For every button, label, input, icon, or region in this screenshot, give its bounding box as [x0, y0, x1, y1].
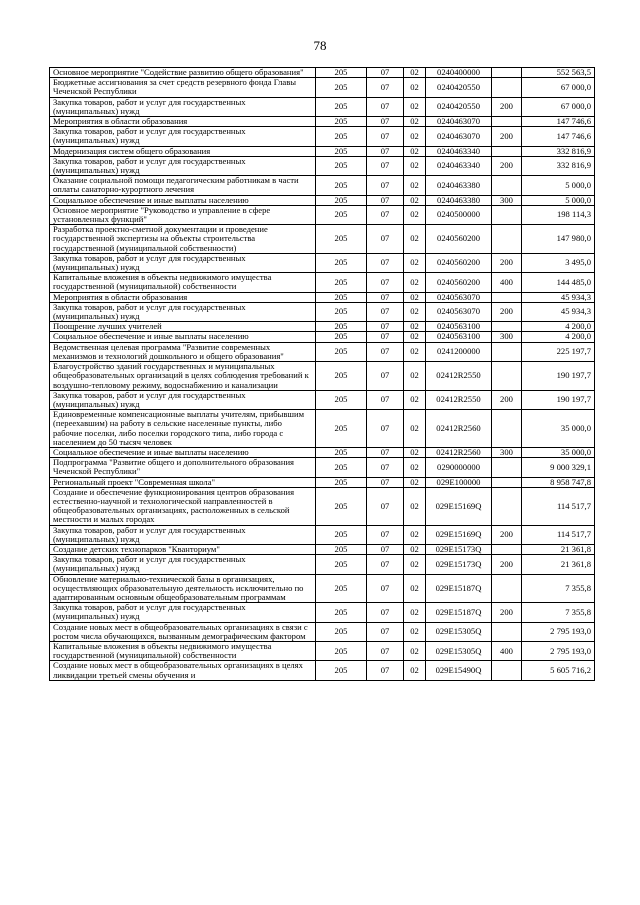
table-row [50, 78, 595, 97]
row-ved-cell: 205 [316, 195, 367, 205]
row-rz-cell: 07 [367, 253, 404, 272]
row-name-cell: Единовременные компенсационные выплаты учителям, прибывшим (переехавшим) на работу в сельские населенные пункты, либо рабочие поселки, либо поселки городского типа, либо города с населением до 50 тысяч человек [50, 410, 316, 448]
row-vr-cell [492, 622, 522, 641]
row-csr-cell: 0240563100 [426, 332, 492, 342]
row-ved-cell: 205 [316, 555, 367, 574]
row-sum-cell: 45 934,3 [522, 302, 595, 321]
table-row [50, 117, 595, 127]
table-row [50, 302, 595, 321]
table-row [50, 641, 595, 660]
row-rz-cell: 07 [367, 146, 404, 156]
row-csr-cell: 029E15305Q [426, 641, 492, 660]
table-row [50, 146, 595, 156]
row-name-cell: Ведомственная целевая программа "Развитие современных механизмов и технологий дошкольного и общего образования" [50, 342, 316, 361]
row-ved-cell: 205 [316, 487, 367, 525]
row-pr-cell: 02 [404, 146, 426, 156]
row-name-cell: Закупка товаров, работ и услуг для государственных (муниципальных) нужд [50, 127, 316, 146]
table-row [50, 487, 595, 525]
table-row [50, 477, 595, 487]
row-pr-cell: 02 [404, 447, 426, 457]
row-name-cell: Основное мероприятие "Содействие развитию общего образования" [50, 68, 316, 78]
row-vr-cell [492, 410, 522, 448]
row-pr-cell: 02 [404, 544, 426, 554]
row-csr-cell: 0241200000 [426, 342, 492, 361]
row-csr-cell: 02412R2550 [426, 390, 492, 409]
table-row [50, 273, 595, 292]
row-pr-cell: 02 [404, 574, 426, 603]
row-pr-cell: 02 [404, 176, 426, 195]
row-pr-cell: 02 [404, 205, 426, 224]
row-vr-cell: 200 [492, 253, 522, 272]
row-name-cell: Обновление материально-технической базы в организациях, осуществляющих образовательную деятельность исключительно по адаптированным основным общеобразовательным программам [50, 574, 316, 603]
row-pr-cell: 02 [404, 273, 426, 292]
table-row [50, 622, 595, 641]
row-rz-cell: 07 [367, 176, 404, 195]
table-row [50, 68, 595, 78]
row-vr-cell [492, 292, 522, 302]
row-vr-cell: 200 [492, 97, 522, 116]
row-name-cell: Закупка товаров, работ и услуг для государственных (муниципальных) нужд [50, 302, 316, 321]
row-vr-cell [492, 68, 522, 78]
row-sum-cell: 4 200,0 [522, 322, 595, 332]
row-rz-cell: 07 [367, 622, 404, 641]
row-name-cell: Создание детских технопарков "Кванториум" [50, 544, 316, 554]
table-row [50, 342, 595, 361]
row-pr-cell: 02 [404, 487, 426, 525]
table-row [50, 574, 595, 603]
row-csr-cell: 0240563070 [426, 292, 492, 302]
row-rz-cell: 07 [367, 68, 404, 78]
row-name-cell: Региональный проект "Современная школа" [50, 477, 316, 487]
row-csr-cell: 0240463070 [426, 117, 492, 127]
row-rz-cell: 07 [367, 97, 404, 116]
row-vr-cell [492, 661, 522, 680]
row-rz-cell: 07 [367, 342, 404, 361]
row-vr-cell: 300 [492, 195, 522, 205]
row-ved-cell: 205 [316, 390, 367, 409]
row-rz-cell: 07 [367, 641, 404, 660]
row-ved-cell: 205 [316, 146, 367, 156]
row-csr-cell: 0240560200 [426, 273, 492, 292]
row-csr-cell: 029E15169Q [426, 525, 492, 544]
row-rz-cell: 07 [367, 362, 404, 391]
row-sum-cell: 3 495,0 [522, 253, 595, 272]
row-ved-cell: 205 [316, 253, 367, 272]
row-sum-cell: 4 200,0 [522, 332, 595, 342]
row-pr-cell: 02 [404, 555, 426, 574]
row-pr-cell: 02 [404, 332, 426, 342]
row-pr-cell: 02 [404, 525, 426, 544]
row-name-cell: Разработка проектно-сметной документации и проведение государственной экспертизы на объекты строительства государственной (муниципальной собственности) [50, 225, 316, 254]
row-name-cell: Оказание социальной помощи педагогическим работникам в части оплаты санаторно-курортного лечения [50, 176, 316, 195]
row-pr-cell: 02 [404, 603, 426, 622]
table-row [50, 195, 595, 205]
row-pr-cell: 02 [404, 342, 426, 361]
table-row [50, 525, 595, 544]
row-vr-cell [492, 176, 522, 195]
row-rz-cell: 07 [367, 390, 404, 409]
table-row [50, 205, 595, 224]
row-rz-cell: 07 [367, 525, 404, 544]
row-vr-cell [492, 477, 522, 487]
row-csr-cell: 029E15173Q [426, 555, 492, 574]
table-row [50, 661, 595, 680]
row-vr-cell [492, 362, 522, 391]
row-rz-cell: 07 [367, 302, 404, 321]
row-rz-cell: 07 [367, 477, 404, 487]
row-ved-cell: 205 [316, 322, 367, 332]
row-pr-cell: 02 [404, 225, 426, 254]
row-vr-cell [492, 146, 522, 156]
row-pr-cell: 02 [404, 195, 426, 205]
row-vr-cell [492, 487, 522, 525]
row-sum-cell: 198 114,3 [522, 205, 595, 224]
row-pr-cell: 02 [404, 322, 426, 332]
table-row [50, 225, 595, 254]
row-vr-cell [492, 225, 522, 254]
row-ved-cell: 205 [316, 292, 367, 302]
row-vr-cell: 200 [492, 156, 522, 175]
row-ved-cell: 205 [316, 342, 367, 361]
row-rz-cell: 07 [367, 332, 404, 342]
row-rz-cell: 07 [367, 458, 404, 477]
row-csr-cell: 02412R2550 [426, 362, 492, 391]
row-pr-cell: 02 [404, 622, 426, 641]
table-row [50, 156, 595, 175]
row-name-cell: Подпрограмма "Развитие общего и дополнительного образования Чеченской Республики" [50, 458, 316, 477]
row-name-cell: Мероприятия в области образования [50, 292, 316, 302]
row-ved-cell: 205 [316, 205, 367, 224]
row-pr-cell: 02 [404, 410, 426, 448]
row-sum-cell: 9 000 329,1 [522, 458, 595, 477]
row-vr-cell: 200 [492, 525, 522, 544]
row-pr-cell: 02 [404, 458, 426, 477]
row-ved-cell: 205 [316, 225, 367, 254]
row-sum-cell: 147 980,0 [522, 225, 595, 254]
table-row [50, 322, 595, 332]
table-row [50, 362, 595, 391]
row-name-cell: Закупка товаров, работ и услуг для государственных (муниципальных) нужд [50, 390, 316, 409]
row-csr-cell: 029E15305Q [426, 622, 492, 641]
row-sum-cell: 35 000,0 [522, 447, 595, 457]
row-sum-cell: 45 934,3 [522, 292, 595, 302]
row-rz-cell: 07 [367, 205, 404, 224]
table-row [50, 603, 595, 622]
row-name-cell: Закупка товаров, работ и услуг для государственных (муниципальных) нужд [50, 97, 316, 116]
row-sum-cell: 5 000,0 [522, 195, 595, 205]
row-vr-cell: 200 [492, 302, 522, 321]
row-csr-cell: 029E15187Q [426, 574, 492, 603]
row-ved-cell: 205 [316, 302, 367, 321]
table-row [50, 97, 595, 116]
row-rz-cell: 07 [367, 78, 404, 97]
row-vr-cell [492, 458, 522, 477]
row-pr-cell: 02 [404, 390, 426, 409]
row-rz-cell: 07 [367, 292, 404, 302]
row-rz-cell: 07 [367, 273, 404, 292]
row-sum-cell: 67 000,0 [522, 97, 595, 116]
row-sum-cell: 147 746,6 [522, 127, 595, 146]
row-name-cell: Закупка товаров, работ и услуг для государственных (муниципальных) нужд [50, 253, 316, 272]
row-rz-cell: 07 [367, 156, 404, 175]
row-sum-cell: 225 197,7 [522, 342, 595, 361]
row-sum-cell: 35 000,0 [522, 410, 595, 448]
row-sum-cell: 114 517,7 [522, 487, 595, 525]
row-sum-cell: 552 563,5 [522, 68, 595, 78]
row-ved-cell: 205 [316, 127, 367, 146]
row-pr-cell: 02 [404, 78, 426, 97]
row-pr-cell: 02 [404, 156, 426, 175]
row-pr-cell: 02 [404, 68, 426, 78]
row-vr-cell: 200 [492, 390, 522, 409]
row-sum-cell: 7 355,8 [522, 603, 595, 622]
row-name-cell: Социальное обеспечение и иные выплаты населению [50, 195, 316, 205]
row-pr-cell: 02 [404, 661, 426, 680]
table-row [50, 127, 595, 146]
row-name-cell: Создание новых мест в общеобразовательных организациях в целях ликвидации третьей смены обучения и [50, 661, 316, 680]
row-name-cell: Создание и обеспечение функционирования центров образования естественно-научной и технологической направленностей в общеобразовательных организациях, расположенных в сельской местности и малых городах [50, 487, 316, 525]
row-ved-cell: 205 [316, 68, 367, 78]
row-name-cell: Бюджетные ассигнования за счет средств резервного фонда Главы Чеченской Республики [50, 78, 316, 97]
row-name-cell: Мероприятия в области образования [50, 117, 316, 127]
row-ved-cell: 205 [316, 525, 367, 544]
row-ved-cell: 205 [316, 661, 367, 680]
row-name-cell: Закупка товаров, работ и услуг для государственных (муниципальных) нужд [50, 525, 316, 544]
row-rz-cell: 07 [367, 661, 404, 680]
table-row [50, 176, 595, 195]
table-row [50, 555, 595, 574]
row-csr-cell: 0240463340 [426, 156, 492, 175]
row-pr-cell: 02 [404, 292, 426, 302]
row-sum-cell: 114 517,7 [522, 525, 595, 544]
row-rz-cell: 07 [367, 603, 404, 622]
row-sum-cell: 7 355,8 [522, 574, 595, 603]
row-sum-cell: 5 000,0 [522, 176, 595, 195]
row-vr-cell [492, 574, 522, 603]
row-ved-cell: 205 [316, 544, 367, 554]
row-pr-cell: 02 [404, 641, 426, 660]
row-csr-cell: 029E15490Q [426, 661, 492, 680]
row-sum-cell: 147 746,6 [522, 117, 595, 127]
table-row [50, 390, 595, 409]
row-pr-cell: 02 [404, 253, 426, 272]
row-ved-cell: 205 [316, 458, 367, 477]
row-ved-cell: 205 [316, 78, 367, 97]
row-csr-cell: 0240400000 [426, 68, 492, 78]
row-csr-cell: 0240420550 [426, 78, 492, 97]
row-sum-cell: 190 197,7 [522, 390, 595, 409]
row-ved-cell: 205 [316, 332, 367, 342]
row-ved-cell: 205 [316, 574, 367, 603]
row-vr-cell: 300 [492, 447, 522, 457]
row-csr-cell: 02412R2560 [426, 447, 492, 457]
row-sum-cell: 2 795 193,0 [522, 622, 595, 641]
table-row [50, 332, 595, 342]
row-csr-cell: 0240560200 [426, 225, 492, 254]
row-sum-cell: 332 816,9 [522, 146, 595, 156]
row-pr-cell: 02 [404, 127, 426, 146]
row-vr-cell: 200 [492, 603, 522, 622]
row-ved-cell: 205 [316, 156, 367, 175]
row-ved-cell: 205 [316, 622, 367, 641]
row-vr-cell: 300 [492, 332, 522, 342]
row-name-cell: Модернизация систем общего образования [50, 146, 316, 156]
row-pr-cell: 02 [404, 362, 426, 391]
row-pr-cell: 02 [404, 117, 426, 127]
table-row [50, 447, 595, 457]
row-name-cell: Социальное обеспечение и иные выплаты населению [50, 447, 316, 457]
row-ved-cell: 205 [316, 641, 367, 660]
row-csr-cell: 0240420550 [426, 97, 492, 116]
row-name-cell: Социальное обеспечение и иные выплаты населению [50, 332, 316, 342]
row-csr-cell: 0240563100 [426, 322, 492, 332]
row-sum-cell: 21 361,8 [522, 544, 595, 554]
row-rz-cell: 07 [367, 447, 404, 457]
row-sum-cell: 8 958 747,8 [522, 477, 595, 487]
row-csr-cell: 0240463380 [426, 195, 492, 205]
row-csr-cell: 0240463380 [426, 176, 492, 195]
table-row [50, 458, 595, 477]
row-rz-cell: 07 [367, 322, 404, 332]
row-pr-cell: 02 [404, 97, 426, 116]
row-name-cell: Создание новых мест в общеобразовательных организациях в связи с ростом числа обучающихся, вызванным демографическим фактором [50, 622, 316, 641]
row-name-cell: Поощрение лучших учителей [50, 322, 316, 332]
row-csr-cell: 029E15187Q [426, 603, 492, 622]
row-csr-cell: 0240463340 [426, 146, 492, 156]
row-sum-cell: 5 605 716,2 [522, 661, 595, 680]
row-ved-cell: 205 [316, 447, 367, 457]
row-name-cell: Капитальные вложения в объекты недвижимого имущества государственной (муниципальной) собственности [50, 273, 316, 292]
row-sum-cell: 332 816,9 [522, 156, 595, 175]
row-csr-cell: 029E15173Q [426, 544, 492, 554]
row-vr-cell [492, 544, 522, 554]
row-vr-cell [492, 322, 522, 332]
row-ved-cell: 205 [316, 603, 367, 622]
row-sum-cell: 190 197,7 [522, 362, 595, 391]
row-ved-cell: 205 [316, 410, 367, 448]
row-vr-cell [492, 205, 522, 224]
row-rz-cell: 07 [367, 127, 404, 146]
row-csr-cell: 02412R2560 [426, 410, 492, 448]
row-csr-cell: 0240563070 [426, 302, 492, 321]
row-vr-cell: 400 [492, 641, 522, 660]
row-csr-cell: 0240463070 [426, 127, 492, 146]
row-name-cell: Благоустройство зданий государственных и муниципальных общеобразовательных организаций в целях соблюдения требований к воздушно-тепловому режиму, водоснабжению и канализации [50, 362, 316, 391]
row-pr-cell: 02 [404, 302, 426, 321]
table-row [50, 544, 595, 554]
row-rz-cell: 07 [367, 225, 404, 254]
row-ved-cell: 205 [316, 362, 367, 391]
row-rz-cell: 07 [367, 574, 404, 603]
budget-table [49, 67, 595, 681]
row-rz-cell: 07 [367, 555, 404, 574]
row-sum-cell: 2 795 193,0 [522, 641, 595, 660]
row-name-cell: Основное мероприятие "Руководство и управление в сфере установленных функций" [50, 205, 316, 224]
table-body [50, 68, 595, 681]
row-rz-cell: 07 [367, 544, 404, 554]
row-sum-cell: 21 361,8 [522, 555, 595, 574]
row-pr-cell: 02 [404, 477, 426, 487]
page-number: 78 [313, 38, 327, 53]
row-csr-cell: 0290000000 [426, 458, 492, 477]
row-ved-cell: 205 [316, 176, 367, 195]
row-vr-cell [492, 342, 522, 361]
row-rz-cell: 07 [367, 487, 404, 525]
row-vr-cell: 400 [492, 273, 522, 292]
row-rz-cell: 07 [367, 195, 404, 205]
row-rz-cell: 07 [367, 410, 404, 448]
row-name-cell: Закупка товаров, работ и услуг для государственных (муниципальных) нужд [50, 156, 316, 175]
row-vr-cell [492, 117, 522, 127]
table-row [50, 292, 595, 302]
row-vr-cell: 200 [492, 555, 522, 574]
row-ved-cell: 205 [316, 273, 367, 292]
row-sum-cell: 144 485,0 [522, 273, 595, 292]
row-ved-cell: 205 [316, 97, 367, 116]
row-csr-cell: 029E15169Q [426, 487, 492, 525]
table-row [50, 410, 595, 448]
row-vr-cell: 200 [492, 127, 522, 146]
row-name-cell: Закупка товаров, работ и услуг для государственных (муниципальных) нужд [50, 555, 316, 574]
row-name-cell: Капитальные вложения в объекты недвижимого имущества государственной (муниципальной) собственности [50, 641, 316, 660]
row-sum-cell: 67 000,0 [522, 78, 595, 97]
row-csr-cell: 029E100000 [426, 477, 492, 487]
table-row [50, 253, 595, 272]
row-name-cell: Закупка товаров, работ и услуг для государственных (муниципальных) нужд [50, 603, 316, 622]
row-ved-cell: 205 [316, 117, 367, 127]
row-ved-cell: 205 [316, 477, 367, 487]
row-rz-cell: 07 [367, 117, 404, 127]
row-vr-cell [492, 78, 522, 97]
row-csr-cell: 0240500000 [426, 205, 492, 224]
row-csr-cell: 0240560200 [426, 253, 492, 272]
